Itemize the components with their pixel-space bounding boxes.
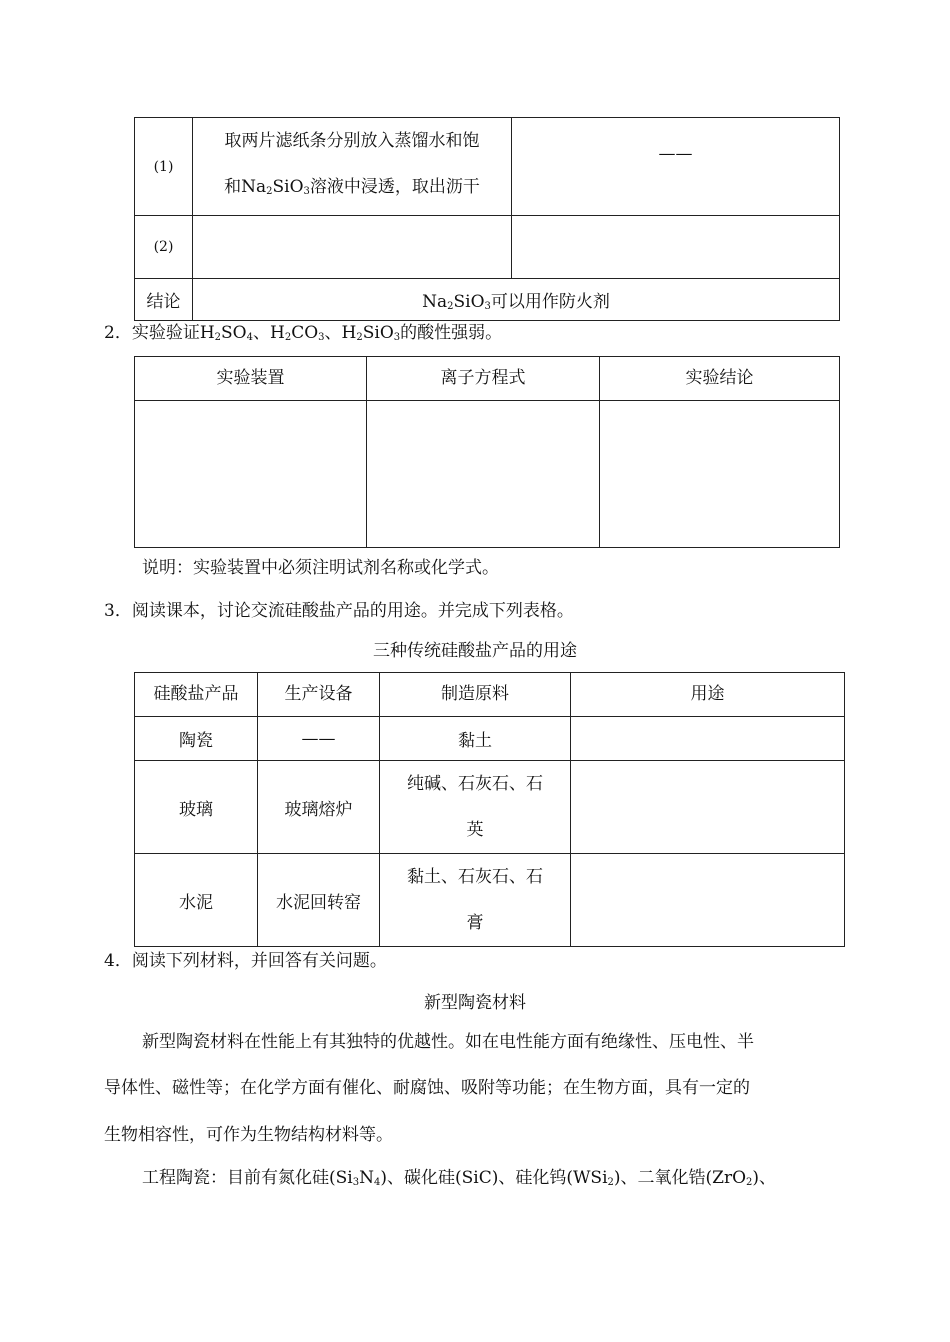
experiment-table-1 <box>134 117 840 321</box>
para2-line1: 工程陶瓷：目前有氮化硅$(Si_3N_4)$、碳化硅(SiC)、硅化钨(WSi$_2$)、二氧化锆(ZrO$_2$)、 <box>142 1168 777 1188</box>
section3-heading: 3．阅读课本，讨论交流硅酸盐产品的用途。并完成下列表格。 <box>104 601 574 621</box>
row1-result: —— <box>512 118 840 216</box>
row1-step <box>193 118 512 216</box>
section2-note: 说明：实验装置中必须注明试剂名称或化学式。 <box>142 558 499 578</box>
row1-step-line1: 取两片滤纸条分别放入蒸馏水和饱 <box>224 131 480 151</box>
use-cell <box>571 717 845 761</box>
header-equipment: 生产设备 <box>258 673 380 717</box>
equipment-cell: 玻璃熔炉 <box>258 761 380 854</box>
product-cell: 陶瓷 <box>135 717 258 761</box>
col-ionic-equation: 离子方程式 <box>367 357 600 401</box>
product-cell: 玻璃 <box>135 761 258 854</box>
cell-conclusion <box>600 401 840 548</box>
table-row <box>135 854 845 947</box>
equipment-cell: —— <box>258 717 380 761</box>
section4-heading: 4．阅读下列材料，并回答有关问题。 <box>104 951 387 971</box>
material-cell: 纯碱、石灰石、石 英 <box>380 761 571 854</box>
silicate-table-title: 三种传统硅酸盐产品的用途 <box>373 641 577 661</box>
col-apparatus: 实验装置 <box>135 357 367 401</box>
row2-step <box>193 216 512 279</box>
material-cell: 黏土 <box>380 717 571 761</box>
conclusion-label: 结论 <box>135 279 193 321</box>
col-conclusion: 实验结论 <box>600 357 840 401</box>
header-use: 用途 <box>571 673 845 717</box>
table-row <box>135 761 845 854</box>
para1-line1: 新型陶瓷材料在性能上有其独特的优越性。如在电性能方面有绝缘性、压电性、半 <box>142 1032 754 1052</box>
conclusion-text: $Na_2SiO_3$可以用作防火剂 <box>193 279 840 321</box>
row1-step-line2: 和$Na_2SiO_3$溶液中浸透，取出沥干 <box>224 177 480 197</box>
cell-apparatus <box>135 401 367 548</box>
use-cell <box>571 854 845 947</box>
section4-title: 新型陶瓷材料 <box>424 993 526 1013</box>
header-material: 制造原料 <box>380 673 571 717</box>
silicate-table <box>134 672 845 947</box>
para1-line2: 导体性、磁性等；在化学方面有催化、耐腐蚀、吸附等功能；在生物方面，具有一定的 <box>104 1078 750 1098</box>
acidity-table <box>134 356 840 548</box>
row2-result <box>512 216 840 279</box>
cell-ionic-equation <box>367 401 600 548</box>
material-cell: 黏土、石灰石、石 膏 <box>380 854 571 947</box>
row2-label: (2) <box>135 216 193 279</box>
table-row <box>135 717 845 761</box>
row1-label: (1) <box>135 118 193 216</box>
equipment-cell: 水泥回转窑 <box>258 854 380 947</box>
para1-line3: 生物相容性，可作为生物结构材料等。 <box>104 1125 393 1145</box>
section2-heading: 2．实验验证$H_2SO_4$、$H_2CO_3$、$H_2SiO_3$的酸性强弱。 <box>104 323 503 343</box>
header-product: 硅酸盐产品 <box>135 673 258 717</box>
product-cell: 水泥 <box>135 854 258 947</box>
use-cell <box>571 761 845 854</box>
